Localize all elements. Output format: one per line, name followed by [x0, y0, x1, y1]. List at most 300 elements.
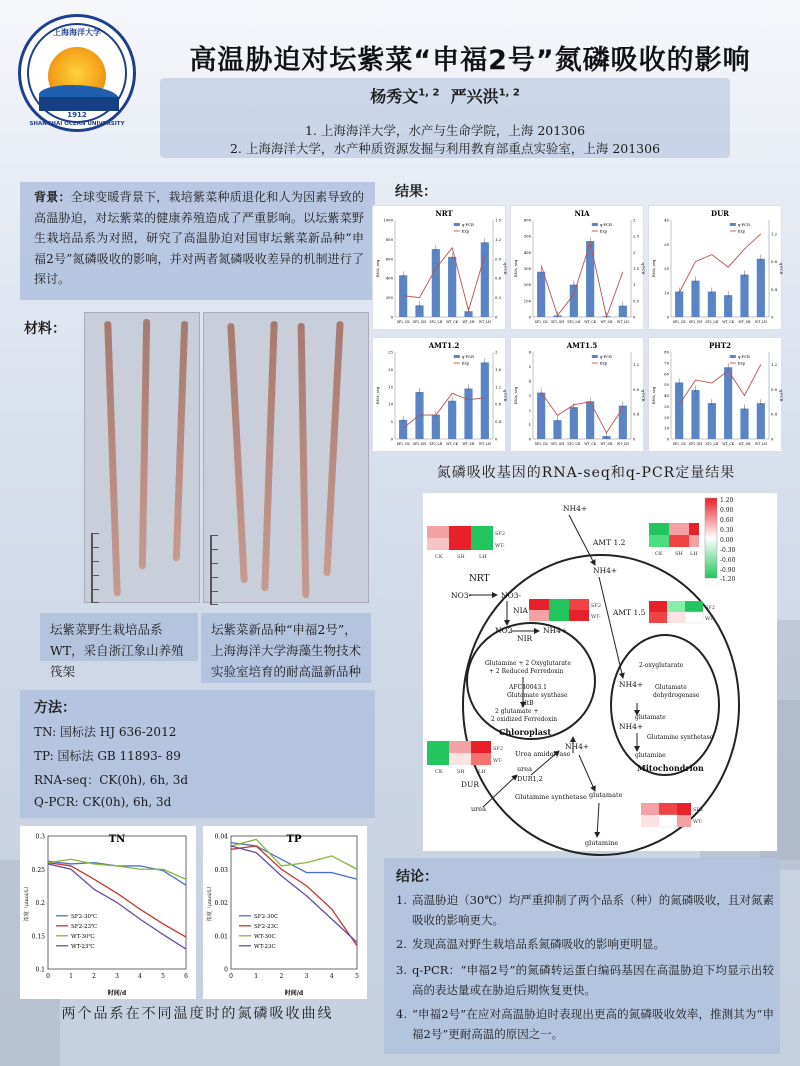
scale-ruler — [210, 535, 220, 605]
y2-tick-label: 0.8 — [771, 259, 778, 265]
y-tick-label: 600 — [385, 256, 393, 262]
heatmap-amt12 — [427, 526, 493, 550]
y2-tick-label: 2.5 — [633, 233, 640, 239]
x-tick-label: WT_SH — [600, 442, 613, 446]
y2-tick-label: 0 — [495, 314, 498, 320]
bar — [691, 281, 699, 317]
exp-line — [403, 248, 485, 311]
y-tick-label: 1 — [528, 422, 531, 427]
y2-tick-label: 1.2 — [633, 361, 640, 367]
x-tick-label: SF2_LH — [705, 442, 719, 446]
gene-chart-svg — [649, 206, 783, 331]
y2-tick-label: 1.2 — [495, 384, 502, 390]
y-tick-label: 0.2 — [35, 900, 45, 907]
y2-tick-label: 0 — [633, 436, 636, 442]
scale-label: -0.90 — [720, 567, 736, 574]
pathway-diagram — [423, 493, 777, 851]
y-tick-label: 0.15 — [31, 933, 45, 941]
heatmap-amt12-right — [649, 523, 699, 547]
x-axis-label: 时间/d — [107, 990, 127, 997]
bar — [757, 259, 765, 317]
heatmap-label: LH — [690, 551, 698, 557]
y2-tick-label: 0.4 — [495, 419, 502, 425]
logo-text: 上海海洋大学 — [53, 27, 101, 37]
legend-label: Exp — [599, 360, 608, 366]
y-tick-label: 40 — [664, 217, 669, 223]
x-tick-label: 2 — [279, 973, 284, 980]
label-nh4-mitochondrion-2: NH4+ — [619, 722, 644, 731]
tn-chart — [20, 826, 196, 999]
x-tick-label: SF2_SH — [551, 442, 564, 446]
scale-ruler — [91, 533, 101, 603]
y-tick-label: 10 — [664, 290, 669, 296]
y2-tick-label: 0.4 — [633, 411, 640, 417]
legend-label: q-PCR — [461, 354, 474, 359]
seaweed-strand — [261, 321, 277, 591]
legend-label: SF2-30C — [254, 913, 279, 920]
x-tick-label: 0 — [229, 973, 233, 980]
bar — [432, 249, 440, 317]
x-tick-label: 4 — [329, 973, 334, 980]
bar — [724, 295, 732, 317]
y-tick-label: 50 — [664, 382, 669, 388]
author-1: 杨秀文 — [370, 87, 419, 106]
label-mitochondrion-reaction: Glutamate — [655, 684, 687, 691]
x-tick-label: WT_CK — [584, 442, 597, 446]
y2-tick-label: 0.4 — [771, 411, 778, 417]
bar — [675, 292, 683, 317]
label-nh4-urea: NH4+ — [565, 742, 590, 751]
x-tick-label: SF2_SH — [413, 442, 426, 446]
heatmap-label: WT- — [693, 819, 703, 825]
x-tick-label: 2 — [92, 973, 96, 980]
legend-label: Exp — [461, 228, 470, 234]
y-tick-label: 20 — [664, 414, 669, 420]
x-tick-label: 0 — [46, 973, 50, 980]
y2-tick-label: 0.3 — [495, 295, 502, 301]
chart-title: NIA — [574, 209, 590, 218]
legend-label: SF2-23C — [254, 923, 279, 930]
legend-label: Exp — [737, 228, 746, 234]
bar — [724, 367, 732, 439]
method-line: TP: 国标法 GB 11893- 89 — [34, 749, 181, 763]
scale-label: -1.20 — [720, 576, 736, 583]
label-nh4-internal: NH4+ — [593, 566, 618, 575]
legend-swatch — [592, 355, 598, 358]
gene-chart-pht2 — [648, 337, 782, 452]
series-line — [48, 861, 186, 885]
exp-line — [403, 393, 485, 428]
heatmap-label: CK — [655, 551, 663, 557]
gene-chart-svg — [511, 338, 645, 453]
tn-chart-box — [20, 826, 196, 999]
x-tick-label: WT_CK — [446, 442, 459, 446]
heatmap-label: WT- — [591, 614, 601, 620]
label-amt15: AMT 1.5 — [613, 608, 646, 617]
y-tick-label: 400 — [385, 275, 393, 281]
heatmap-label: LH — [478, 769, 486, 775]
gene-chart-svg — [511, 206, 645, 331]
x-tick-label: SF2_LH — [567, 442, 581, 446]
y2-tick-label: 1.2 — [771, 361, 778, 367]
heatmap-nia — [529, 599, 589, 621]
y-tick-label: 400 — [523, 249, 531, 255]
label-chloroplast-reaction: + 2 Reduced Ferredoxin — [489, 668, 564, 675]
caption-shenfu2: 坛紫菜新品种“申福2号”，上海海洋大学海藻生物技术实验室培育的耐高温新品种 — [201, 613, 371, 683]
conclusion-text: 高温胁迫（30℃）均严重抑制了两个品系（种）的氮磷吸收，且对氮素吸收的影响更大。 — [412, 893, 774, 927]
gene-chart-svg — [373, 338, 507, 453]
gene-chart-nia — [510, 205, 644, 330]
x-tick-label: WT_SH — [462, 442, 475, 446]
exp-line — [541, 243, 623, 317]
affiliation-1: 1. 上海海洋大学，水产与生命学院，上海 201306 — [304, 123, 586, 138]
method-line: Q-PCR: CK(0h), 6h, 3d — [34, 795, 172, 809]
y-tick-label: 20 — [388, 366, 393, 372]
scale-label: -0.30 — [720, 547, 736, 554]
y-tick-label: 0.3 — [35, 833, 45, 841]
conclusion-text: 发现高温对野生栽培品系氮磷吸收的影响更明显。 — [412, 937, 665, 951]
x-tick-label: 4 — [138, 973, 142, 980]
y2-tick-label: 0.9 — [495, 256, 502, 262]
logo-year: 1912 — [67, 111, 87, 119]
scale-label: 0.30 — [720, 527, 734, 534]
label-mitochondrion: Mitochondrion — [637, 763, 704, 773]
heatmap-label: SH — [457, 769, 465, 775]
label-mitochondrion-reaction: Glutamine synthetase — [647, 734, 714, 741]
y-tick-label: 20 — [664, 266, 669, 271]
heatmap-label: WT- — [493, 758, 503, 764]
legend-swatch — [454, 355, 460, 358]
y2-tick-label: 0.4 — [771, 286, 778, 292]
bar — [481, 242, 489, 317]
legend-label: SF2-23℃ — [71, 923, 98, 930]
y-tick-label: 3 — [528, 393, 531, 398]
seaweed-strand — [298, 323, 310, 598]
x-tick-label: WT_LH — [616, 442, 629, 446]
series-line — [231, 846, 357, 942]
y2-tick-label: 0 — [495, 436, 498, 442]
scale-label: 0.00 — [720, 537, 734, 544]
label-chloroplast: Chloroplast — [499, 727, 552, 737]
gene-chart-amt12 — [372, 337, 506, 452]
y-tick-label: 800 — [385, 236, 393, 242]
x-tick-label: SF2_SH — [551, 320, 564, 324]
caption-wild-strain: 坛紫菜野生栽培品系WT，采自浙江象山养殖筏架 — [40, 613, 198, 661]
x-tick-label: SF2_CK — [534, 442, 548, 446]
poster-title: 高温胁迫对坛紫菜“申福2号”氮磷吸收的影响 — [189, 45, 751, 76]
x-tick-label: WT_CK — [722, 442, 735, 446]
label-chloroplast-reaction: AFC40043.1 — [509, 684, 547, 691]
label-dur12: DUR1,2 — [517, 775, 543, 783]
y2-tick-label: 1.2 — [771, 231, 778, 237]
y-tick-label: 0 — [666, 436, 669, 442]
x-tick-label: WT_SH — [738, 442, 751, 446]
y-tick-label: 1000 — [383, 217, 393, 223]
label-mitochondrion-reaction: dehydrogenase — [653, 692, 700, 699]
conclusions-heading: 结论： — [396, 869, 438, 885]
y-tick-label: 5 — [528, 364, 531, 369]
y-tick-label: 600 — [523, 217, 531, 223]
y-tick-label: 2 — [528, 407, 531, 413]
author-2: 严兴洪 — [450, 87, 499, 106]
y-tick-label: 70 — [664, 360, 669, 366]
y-tick-label: 30 — [664, 403, 669, 409]
y-tick-label: 200 — [523, 282, 531, 288]
x-tick-label: SF2_CK — [396, 320, 410, 324]
background-body: 全球变暖背景下，栽培紫菜种质退化和人为因素导致的高温胁迫，对坛紫菜的健康养殖造成了严重影响。以坛紫菜野生栽培品系为对照，研究了高温胁迫对国审坛紫菜新品种“申福2号”氮磷吸收的影响，并对两者氮磷吸收差异的机制进行了探讨。 — [34, 190, 364, 286]
heatmap-label: SF2 — [493, 746, 504, 752]
x-tick-label: WT_CK — [446, 320, 459, 324]
x-tick-label: WT_SH — [462, 320, 475, 324]
x-tick-label: WT_LH — [754, 320, 767, 324]
methods-heading: 方法： — [34, 700, 76, 716]
y-axis-label: RNA_seq — [651, 259, 656, 278]
x-tick-label: 1 — [69, 973, 73, 980]
label-nia: NIA — [513, 606, 528, 615]
y2-tick-label: 1.2 — [495, 236, 502, 242]
y-tick-label: 0 — [528, 314, 531, 320]
chart-title: AMT1.2 — [428, 341, 460, 350]
x-tick-label: SF2_LH — [567, 320, 581, 324]
y2-tick-label: 1 — [633, 282, 636, 288]
x-tick-label: WT_SH — [738, 320, 751, 324]
y-axis-label: RNA_seq — [375, 386, 380, 405]
x-axis-label: 时间/d — [284, 990, 304, 997]
bar — [619, 406, 627, 439]
y2-tick-label: 1.6 — [495, 366, 502, 372]
chart-title: AMT1.5 — [566, 341, 598, 350]
label-urea-amidolyase: Urea amidolyase — [515, 750, 571, 758]
x-tick-label: SF2_SH — [413, 320, 426, 324]
label-nrt: NRT — [469, 574, 490, 584]
heatmap-label: WT- — [705, 616, 715, 622]
bar — [399, 420, 407, 439]
bar — [740, 409, 748, 439]
bar — [537, 393, 545, 439]
heatmap-label: SF2 — [591, 603, 602, 609]
author-2-sup: 1, 2 — [498, 87, 520, 99]
x-tick-label: SF2_CK — [672, 442, 686, 446]
series-line — [48, 863, 186, 937]
legend-label: q-PCR — [461, 222, 474, 227]
scale-label: 0.60 — [720, 517, 734, 524]
legend-swatch — [592, 223, 598, 226]
x-tick-label: SF2_LH — [429, 442, 443, 446]
y-tick-label: 6 — [528, 349, 531, 355]
gene-chart-dur — [648, 205, 782, 330]
y-tick-label: 80 — [664, 349, 669, 355]
y-tick-label: 40 — [664, 393, 669, 398]
y-tick-label: 0.1 — [35, 966, 45, 974]
heatmap-label: SH — [457, 554, 465, 560]
label-chloroplast-reaction: gltB — [521, 700, 534, 707]
legend-swatch — [730, 223, 736, 226]
heatmap-label: SH — [675, 551, 683, 557]
y-axis-label: RNA_seq — [513, 259, 518, 278]
y-tick-label: 0.01 — [214, 933, 228, 941]
y-axis-label: 浓度（μmol/L） — [24, 883, 30, 922]
y2-tick-label: 0.5 — [633, 298, 640, 304]
series-line — [48, 864, 186, 949]
university-logo — [18, 14, 136, 132]
legend-label: Exp — [461, 360, 470, 366]
label-urea-external: urea — [471, 805, 487, 813]
x-tick-label: 3 — [304, 973, 309, 980]
label-no3-external: NO3- — [451, 591, 472, 600]
label-nh4-mitochondrion: NH4+ — [619, 680, 644, 689]
y2-axis-label: q-PCR — [779, 389, 784, 402]
chart-title: DUR — [711, 209, 729, 218]
label-chloroplast-reaction: Glutamate synthase — [507, 692, 568, 699]
label-nh4-chloroplast: NH4+ — [543, 626, 568, 635]
y2-tick-label: 1.5 — [633, 266, 640, 271]
y-tick-label: 25 — [388, 349, 393, 355]
photo-shenfu2 — [203, 312, 369, 603]
conclusion-text: “申福2号”在应对高温胁迫时表现出更高的氮磷吸收效率，推测其为“申福2号”更耐高温的原因之一。 — [412, 1007, 774, 1041]
label-chloroplast-reaction: 2 glutamate + — [495, 708, 539, 715]
legend-label: WT-30℃ — [71, 933, 95, 940]
y2-tick-label: 0.8 — [633, 386, 640, 392]
background-text — [34, 187, 364, 290]
label-urea-internal: urea — [517, 765, 533, 773]
y-tick-label: 5 — [390, 419, 393, 425]
y2-axis-label: q-PCR — [779, 262, 784, 275]
scale-label: -0.60 — [720, 557, 736, 564]
legend-label: q-PCR — [599, 222, 612, 227]
y-tick-label: 0 — [224, 966, 228, 974]
x-tick-label: 1 — [254, 973, 259, 980]
legend-swatch — [730, 355, 736, 358]
chart-title: TP — [286, 834, 302, 845]
y-tick-label: 300 — [523, 266, 531, 271]
affiliation-2: 2. 上海海洋大学，水产种质资源发掘与利用教育部重点实验室，上海 201306 — [229, 141, 661, 156]
legend-swatch — [454, 223, 460, 226]
bar — [537, 272, 545, 317]
series-line — [231, 846, 357, 946]
label-chloroplast-reaction: Glutamine + 2 Oxyglutarate — [485, 660, 571, 667]
heatmap-dur — [427, 741, 491, 765]
x-tick-label: SF2_CK — [534, 320, 548, 324]
x-tick-label: 6 — [184, 973, 188, 980]
legend-label: Exp — [599, 228, 608, 234]
conclusion-text: q-PCR：“申福2号”的氮磷转运蛋白编码基因在高温胁迫下均显示出较高的表达量或在胁迫后期恢复更快。 — [412, 963, 774, 997]
y2-tick-label: 0 — [771, 436, 774, 442]
y2-tick-label: 0.8 — [495, 401, 502, 407]
heatmap-label: SF2 — [693, 807, 704, 813]
authors — [160, 84, 730, 107]
materials-heading: 材料： — [24, 321, 66, 337]
heatmap-label: SF2 — [705, 605, 716, 611]
bar — [570, 285, 578, 317]
conclusion-item: 4. “申福2号”在应对高温胁迫时表现出更高的氮磷吸收效率，推测其为“申福2号”更耐高温的原因之一。 — [396, 1004, 774, 1044]
gene-chart-nrt — [372, 205, 506, 330]
photo-wild-strain — [84, 312, 200, 603]
label-mitochondrion-reaction: glutamate — [635, 714, 666, 721]
gene-caption: 氮磷吸收基因的RNA-seq和q-PCR定量结果 — [436, 465, 736, 481]
seaweed-strand — [173, 321, 188, 561]
bar — [432, 415, 440, 439]
bar — [708, 292, 716, 317]
y2-tick-label: 1.5 — [495, 217, 502, 223]
y-tick-label: 10 — [664, 425, 669, 431]
tp-chart-box — [203, 826, 367, 999]
x-tick-label: WT_SH — [600, 320, 613, 324]
chart-title: TN — [108, 834, 126, 845]
y2-tick-label: 0 — [633, 314, 636, 320]
heatmap-label: SF2 — [495, 531, 506, 537]
gene-chart-amt15 — [510, 337, 644, 452]
chart-title: NRT — [435, 209, 453, 218]
y-tick-label: 0.03 — [214, 866, 228, 874]
x-tick-label: WT_LH — [616, 320, 629, 324]
results-heading: 结果： — [395, 184, 437, 200]
y-tick-label: 30 — [664, 241, 669, 247]
legend-label: q-PCR — [737, 222, 750, 227]
y-tick-label: 200 — [385, 295, 393, 301]
y-tick-label: 100 — [523, 298, 531, 304]
heatmap-label: LH — [479, 554, 487, 560]
y2-axis-label: q-PCR — [641, 262, 646, 275]
bar — [708, 403, 716, 439]
background-label: 背景： — [34, 190, 71, 204]
legend-label: SF2-30℃ — [71, 913, 98, 920]
label-dur: DUR — [461, 780, 479, 789]
gene-chart-svg — [373, 206, 507, 331]
scale-labels — [720, 497, 736, 583]
y-tick-label: 0.25 — [31, 866, 45, 874]
conclusion-item: 1. 高温胁迫（30℃）均严重抑制了两个品系（种）的氮磷吸收，且对氮素吸收的影响更大。 — [396, 890, 774, 930]
legend-label: Exp — [737, 360, 746, 366]
legend-label: WT-30C — [254, 933, 276, 940]
x-tick-label: SF2_CK — [672, 320, 686, 324]
seaweed-strand — [227, 323, 248, 583]
conclusion-item: 2. 发现高温对野生栽培品系氮磷吸收的影响更明显。 — [396, 934, 774, 954]
y2-axis-label: q-PCR — [641, 389, 646, 402]
x-tick-label: WT_CK — [722, 320, 735, 324]
x-tick-label: SF2_LH — [705, 320, 719, 324]
bar — [464, 389, 472, 439]
seaweed-strand — [323, 321, 343, 576]
bar — [757, 403, 765, 439]
method-line: RNA-seq：CK(0h), 6h, 3d — [34, 773, 189, 787]
label-glutamine: glutamine — [585, 839, 619, 847]
y-tick-label: 0.02 — [214, 900, 228, 907]
heatmap-scale — [705, 498, 717, 578]
y-tick-label: 500 — [523, 233, 531, 239]
conclusion-item: 3. q-PCR：“申福2号”的氮磷转运蛋白编码基因在高温胁迫下均显示出较高的表达量或在胁迫后期恢复更快。 — [396, 960, 774, 1000]
seaweed-strand — [139, 319, 150, 569]
y2-tick-label: 0.8 — [771, 386, 778, 392]
y2-tick-label: 2 — [495, 349, 498, 355]
x-tick-label: SF2_LH — [429, 320, 443, 324]
seaweed-strand — [104, 321, 121, 596]
y2-tick-label: 0.6 — [495, 275, 502, 281]
y2-tick-label: 0 — [771, 314, 774, 320]
curve-caption: 两个品系在不同温度时的氮磷吸收曲线 — [61, 1006, 334, 1022]
label-nh4-external: NH4+ — [563, 504, 588, 513]
x-tick-label: WT_LH — [478, 320, 491, 324]
y-tick-label: 0 — [390, 436, 393, 442]
logo-english-text: SHANGHAI OCEAN UNIVERSITY — [29, 121, 125, 127]
y-axis-label: RNA_seq — [513, 386, 518, 405]
bar — [570, 407, 578, 439]
y-axis-label: RNA_seq — [651, 386, 656, 405]
y2-axis-label: q-PCR — [503, 389, 508, 402]
y-tick-label: 4 — [528, 378, 531, 384]
y-axis-label: RNA_seq — [375, 259, 380, 278]
author-1-sup: 1, 2 — [418, 87, 440, 99]
heatmap-label: CK — [435, 554, 443, 560]
